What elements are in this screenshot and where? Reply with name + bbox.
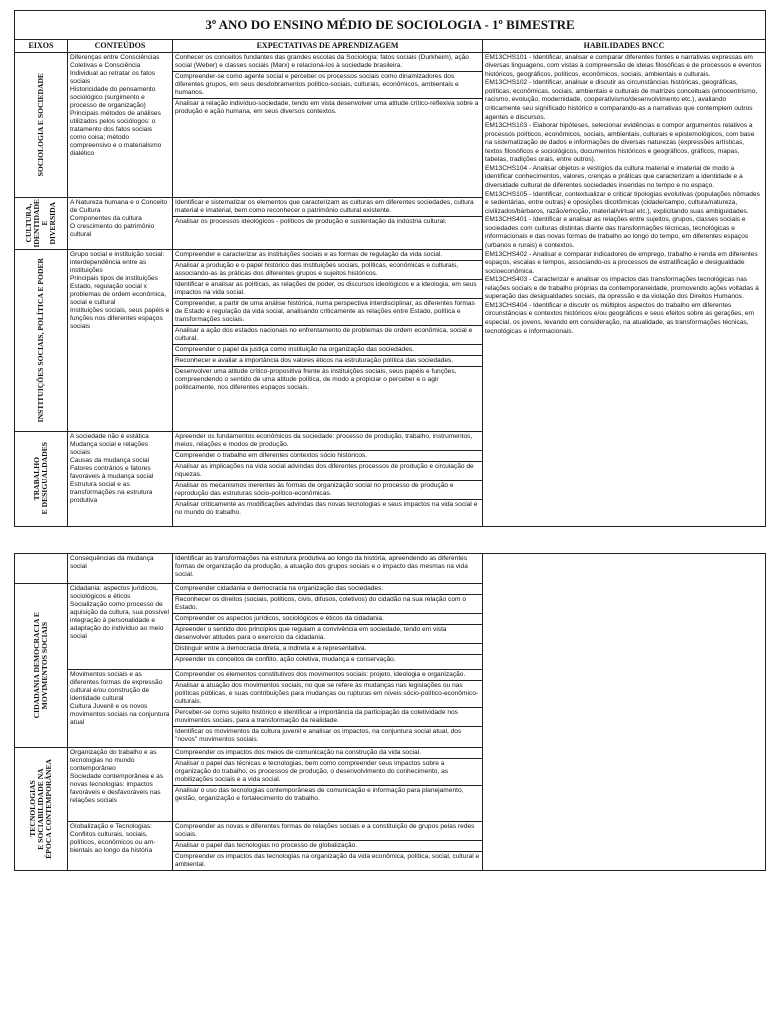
expectativa-item: Compreender, a partir de uma análise histórica, numa perspectiva interdisciplinar, as diferentes formas de Estado e regulação da vida social, analisando criticamente as relações entre Estado, política e transformações sociais. (173, 299, 482, 326)
expectativa-item: Compreender os elementos constitutivos dos movimentos sociais: projeto, ideologia e organização. (173, 670, 482, 681)
expectativa-item: Compreender os impactos dos meios de comunicação na construção da vida social. (173, 748, 482, 759)
expectativa-item: Compreender cidadania e democracia na organização das sociedades. (173, 584, 482, 595)
eixo-label: TRABALHO E DESIGUALDADES (32, 442, 49, 515)
eixo-cell (15, 748, 68, 871)
habilidade-item: EM13CHS404 - Identificar e discutir os múltiplos aspectos do trabalho em diferentes circunstâncias e contextos históricos e/ou geográficos e seus efeitos sobre as gerações, em especial, os jovens, levando em consideração, na atualidade, as transformações técnicas, tecnológicas e informacionais. (485, 301, 755, 335)
expectativa-item: Compreender as novas e diferentes formas de relações sociais e a constituição de grupos pelas redes sociais. (173, 822, 482, 841)
eixo-label: CIDADANIA DEMOCRACIA E MOVIMENTOS SOCIAIS (32, 612, 49, 719)
eixo-label: TECNOLOGIAS E SOCIABILIDADE NA ÉPOCA CONTEMPORÂNEA (28, 759, 53, 859)
habilidade-item: EM13CHS102 - Identificar, analisar e discutir as circunstâncias históricas, geográficas, políticas, econômicas, sociais, ambientais e culturais de matrizes conceituais (etnocentrismo, racismo, evolução, modernidade, cooperativismo/desenvolvimento etc.), avaliando criticamente seu significado histórico e comparando-as a narrativas que contemplem outros agentes e discursos. (485, 79, 758, 121)
expectativa-item: Analisar os processos ideológicos - políticos de produção e sustentação da indústria cultural. (175, 217, 447, 225)
habilidade-item: EM13CHS101 - Identificar, analisar e comparar diferentes fontes e narrativas expressas em diversas linguagens, com vistas à compreensão de ideias filosóficas e de processos e eventos históricos, geográficos, políticos, econômicos, sociais, ambientais e culturais. (485, 53, 762, 78)
eixo-cell (15, 52, 68, 197)
conteudos-cell: Organização do trabalho e as tecnologias no mundo contemporâneo Sociedade contemporânea e as novas tecnologias: impactos favoráveis e desfavoráveis nas relações sociais (68, 748, 173, 822)
expectativa-item: Reconhecer os direitos (sociais, políticos, civis, difusos, coletivos) do cidadão na sua relação com o Estado. (173, 595, 482, 614)
expectativa-item: Distinguir entre a democracia direta, a indireta e a representativa. (173, 644, 482, 655)
header-expectativas: EXPECTATIVAS DE APRENDIZAGEM (173, 39, 483, 52)
eixo-cell (15, 197, 68, 249)
conteudos-cell: Diferenças entre Consciências Coletivas e Consciência Individual ao retratar os fatos sociais Historicidade do pensamento sociológico (surgimento e processo de organização) Principais métodos de análises utilizados pelos sociólogos: o tratamento dos fatos sociais como coisa; método compreensivo e o materialismo dialético (68, 52, 173, 197)
expectativa-item: Compreender-se como agente social e perceber os processos sociais como dinamizadores dos diferentes grupos, em seus desdobramentos político-sociais, culturais, econômicos, ambientais e humanos. (173, 72, 482, 99)
expectativa-item: Compreender o trabalho em diferentes contextos sócio históricos. (173, 451, 482, 462)
expectativa-item: Compreender o papel da justiça como instituição na organização das sociedades. (173, 345, 482, 356)
section-row (15, 52, 766, 197)
eixo-cell (15, 584, 68, 748)
habilidade-item: EM13CHS105 - Identificar, contextualizar e criticar tipologias evolutivas (populações nômades e sedentárias, entre outras) e oposições dicotômicas (cidade/campo, cultura/natureza, civilizados/bárbaros, razão/emoção, material/virtual etc.), explicitando suas ambiguidades. (485, 190, 760, 215)
expectativa-item: Apreender os conceitos de conflito, ação coletiva, mudança e conservação. (175, 656, 396, 664)
conteudos-cell: Globalização e Tecnologias: Conflitos culturais, sociais, políticos, econômicos ou am- bientais ao longo da história (68, 822, 173, 871)
expectativas-cell (173, 249, 483, 431)
habilidades-cell-empty (483, 554, 766, 871)
habilidade-item: EM13CHS103 - Elaborar hipóteses, selecionar evidências e compor argumentos relativos a processos políticos, econômicos, sociais, ambientais, culturais e epistemológicos, com base na sistematização de dados e informações de diversas naturezas (expressões artísticas, textos filosóficos e sociológicos, documentos históricos e geográficos, gráficos, mapas, tabelas, tradições orais, entre outros). (485, 122, 755, 164)
expectativa-item: Analisar o papel das técnicas e tecnologias, bem como compreender seus impactos sobre a organização do trabalho, os processos de produção, o desenvolvimento do conhecimento, as mobilizações sociais e a vida social. (173, 759, 482, 786)
expectativa-item: Apreender os fundamentos econômicos da sociedade: processo de produção, trabalho, instrumentos, meios, relações e modos de produção. (173, 432, 482, 451)
expectativa-item: Analisar a atuação dos movimentos sociais, no que se refere às mudanças nas legislações ou nas políticas públicas, e suas contribuições para mudanças ou rupturas em níveis sócio-político-econômico-culturais. (173, 681, 482, 708)
expectativa-item: Compreender os aspectos jurídicos, sociológicos e éticos da cidadania. (173, 614, 482, 625)
expectativa-item: Reconhecer e avaliar a importância dos valores éticos na estruturação política das sociedades. (173, 356, 482, 367)
habilidade-item: EM13CHS403 - Caracterizar e analisar os impactos das transformações tecnológicas nas relações sociais e de trabalho próprias da contemporaneidade, promovendo ações voltadas à superação das desigualdades sociais, da opressão e da violação dos Direitos Humanos. (485, 276, 759, 301)
conteudos-cell: Grupo social e instituição social: interdependência entre as instituições Principais tipos de instituições Estado, regulação social x problemas de ordem econômica, social e cultural Instituições sociais, seus papéis e funções nos diferentes espaços sociais (68, 249, 173, 431)
expectativa-item: Conhecer os conceitos fundantes das grandes escolas da Sociologia: fatos sociais (Durkheim), ação social (Weber) e classes sociais (Marx) e relacioná-los à sociedade brasileira. (173, 53, 482, 72)
eixo-label: CULTURA, IDENTIDADE E DIVERSIDA (24, 198, 57, 248)
eixo-cell (15, 554, 68, 584)
expectativa-item: Analisar os mecanismos inerentes às formas de organização social no processo de produção e reprodução das estruturas sócio-político-econômicas. (173, 481, 482, 500)
page-title: 3º ANO DO ENSINO MÉDIO DE SOCIOLOGIA - 1º BIMESTRE (15, 11, 766, 40)
curriculum-table-part1 (14, 10, 765, 527)
habilidade-item: EM13CHS402 - Analisar e comparar indicadores de emprego, trabalho e renda em diferentes espaços, escalas e tempos, associando-os a processos de estratificação e desigualdade socioeconômica. (485, 250, 758, 275)
expectativa-item: Analisar criticamente as modificações advindas das novas tecnologias e seus impactos na vida social e no mundo do trabalho. (175, 500, 478, 516)
expectativa-item: Analisar as implicações na vida social advindas dos diferentes processos de produção e circulação de riquezas. (173, 462, 482, 481)
curriculum-table-part2 (14, 553, 765, 871)
conteudos-cell: Cidadania: aspectos jurídicos, sociológicos e éticos Socialização como processo de aquisição da cultura, sua possível integração à personalidade e adaptação do indivíduo ao meio social (68, 584, 173, 670)
expectativas-cell (173, 748, 483, 822)
expectativa-item: Compreender e caracterizar as instituições sociais e as formas de regulação da vida social. (173, 250, 482, 261)
header-eixos: EIXOS (15, 39, 68, 52)
expectativas-cell (173, 584, 483, 670)
eixo-label: INSTITUIÇÕES SOCIAIS, POLÍTICA E PODER (36, 257, 46, 423)
expectativa-item: Analisar a ação dos estados nacionais no enfrentamento de problemas de ordem econômica, social e cultural. (173, 326, 482, 345)
expectativa-item: Identificar e analisar as políticas, as relações de poder, os discursos ideológicos e a ideologia, em seus impactos na vida social. (173, 280, 482, 299)
expectativa-item: Desenvolver uma atitude crítico-propositiva frente às instituições sociais, seus papéis e funções, compreendendo o sentido de uma atitude política, de modo a propiciar o perceber e o agir politicamente, nos diferentes espaços sociais. (175, 367, 457, 392)
habilidade-item: EM13CHS401 - Identificar e analisar as relações entre sujeitos, grupos, classes sociais e sociedades com culturas distintas diante das transformações técnicas, tecnológicas e informacionais e das novas formas de trabalho ao longo do tempo, em diferentes espaços (urbanos e rurais) e contextos. (485, 216, 749, 249)
expectativas-cell (173, 554, 483, 584)
expectativa-item: Analisar o papel das tecnologias no processo de globalização. (173, 841, 482, 852)
expectativas-cell (173, 52, 483, 197)
section-row (15, 554, 766, 584)
expectativas-cell (173, 197, 483, 249)
expectativa-item: Identificar os movimentos da cultura juvenil e analisar os impactos, na conjuntura social atual, dos "novos" movimentos sociais. (175, 728, 462, 744)
expectativas-cell (173, 822, 483, 871)
expectativas-cell (173, 670, 483, 748)
expectativas-cell (173, 431, 483, 526)
expectativa-item: Identificar e sistematizar os elementos que caracterizam as culturas em diferentes sociedades, cultura material e imaterial, bem como reconhecer o patrimônio cultural existente. (173, 198, 482, 217)
conteudos-cell: A sociedade não é estática Mudança social e relações sociais Causas da mudança social Fatores contrários e fatores favoráveis à mudança social Estrutura social e as transformações na estrutura produtiva (68, 431, 173, 526)
eixo-cell (15, 431, 68, 526)
expectativa-item: Perceber-se como sujeito histórico e identificar a importância da participação da coletividade nos movimentos sociais, para a transformação da realidade. (173, 708, 482, 727)
header-habilidades: HABILIDADES BNCC (483, 39, 766, 52)
conteudos-cell: Movimentos sociais e as diferentes formas de expressão cultural e/ou construção de identidade cultural Cultura Juvenil e os novos movimentos sociais na conjuntura atual (68, 670, 173, 748)
eixo-cell (15, 249, 68, 431)
header-conteudos: CONTEÚDOS (68, 39, 173, 52)
expectativa-item: Analisar a produção e o papel histórico das instituições sociais, políticas, econômicas e culturais, associando-as às práticas dos diferentes grupos e sujeitos históricos. (173, 261, 482, 280)
expectativa-item: Compreender os impactos das tecnologias na organização da vida econômica, política, social, cultural e ambiental. (175, 853, 480, 869)
expectativa-item: Analisar o uso das tecnologias contemporâneas de comunicação e informação para planejamento, gestão, organização e fortalecimento do trabalho. (175, 787, 464, 803)
expectativa-item: Analisar a relação indivíduo-sociedade, tendo em vista desenvolver uma atitude crítico-reflexiva sobre a produção e ação humana, em seus diversos contextos. (175, 99, 479, 115)
expectativa-item: Apreender o sentido dos princípios que regulam a convivência em sociedade, tendo em vista desenvolver atitudes para o exercício da cidadania. (173, 625, 482, 644)
habilidades-cell (483, 52, 766, 526)
eixo-label: SOCIOLOGIA E SOCIEDADE (36, 72, 46, 177)
expectativa-item: Identificar as transformações na estrutura produtiva ao longo da história, apreendendo as diferentes formas de organização da produção, a atuação dos grupos sociais e o impacto das mesmas na vida social. (175, 555, 468, 579)
conteudos-cell: Consequências da mudança social (68, 554, 173, 584)
habilidade-item: EM13CHS104 - Analisar objetos e vestígios da cultura material e imaterial de modo a identificar conhecimentos, valores, crenças e práticas que caracterizam a identidade e a diversidade cultural de diferentes sociedades inseridas no tempo e no espaço. (485, 164, 743, 190)
conteudos-cell: A Natureza humana e o Conceito de Cultura Componentes da cultura O crescimento do patrimônio cultural (68, 197, 173, 249)
